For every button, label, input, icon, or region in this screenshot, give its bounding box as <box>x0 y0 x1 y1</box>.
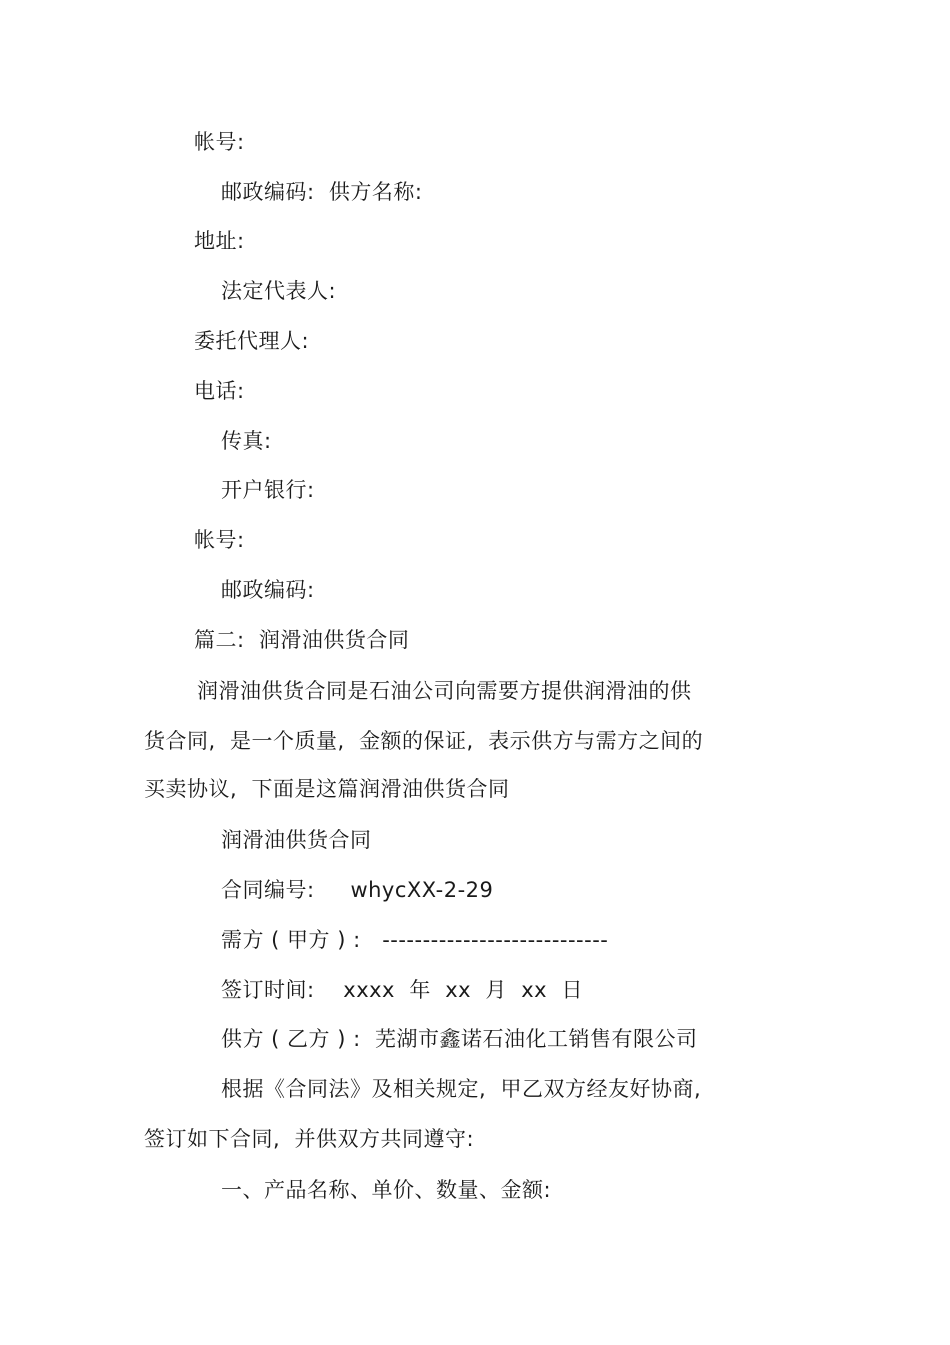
paragraph-intro-line-1: 润滑油供货合同是石油公司向需要方提供润滑油的供 <box>197 679 692 703</box>
text-line-account-2: 帐号: <box>194 528 245 552</box>
supplier-party-b: 供方 ( 乙方 ) : 芜湖市鑫诺石油化工销售有限公司 <box>221 1027 698 1051</box>
contract-number: 合同编号: whycXX-2-29 <box>221 878 494 902</box>
signing-date: 签订时间: xxxx 年 xx 月 xx 日 <box>221 978 583 1002</box>
text-line-bank: 开户银行: <box>221 478 315 502</box>
paragraph-intro-line-3: 买卖协议, 下面是这篇润滑油供货合同 <box>144 777 510 801</box>
text-line-postal-supplier: 邮政编码: 供方名称: <box>221 180 423 204</box>
text-line-legal-rep: 法定代表人: <box>221 279 337 303</box>
paragraph-basis-line-1: 根据《合同法》及相关规定, 甲乙双方经友好协商, <box>221 1077 702 1101</box>
clause-one-heading: 一、产品名称、单价、数量、金额: <box>221 1178 552 1202</box>
paragraph-intro-line-2: 货合同, 是一个质量, 金额的保证, 表示供方与需方之间的 <box>144 729 704 753</box>
paragraph-basis-line-2: 签订如下合同, 并供双方共同遵守: <box>144 1127 475 1151</box>
text-line-postal: 邮政编码: <box>221 578 315 602</box>
text-line-fax: 传真: <box>221 429 272 453</box>
text-line-phone: 电话: <box>194 379 245 403</box>
text-line-address: 地址: <box>194 229 245 253</box>
contract-title: 润滑油供货合同 <box>221 828 372 852</box>
text-line-account-1: 帐号: <box>194 130 245 154</box>
buyer-party-a: 需方 ( 甲方 ) : ---------------------------- <box>221 928 609 952</box>
section-heading-part-two: 篇二: 润滑油供货合同 <box>194 628 410 652</box>
text-line-agent: 委托代理人: <box>194 329 310 353</box>
